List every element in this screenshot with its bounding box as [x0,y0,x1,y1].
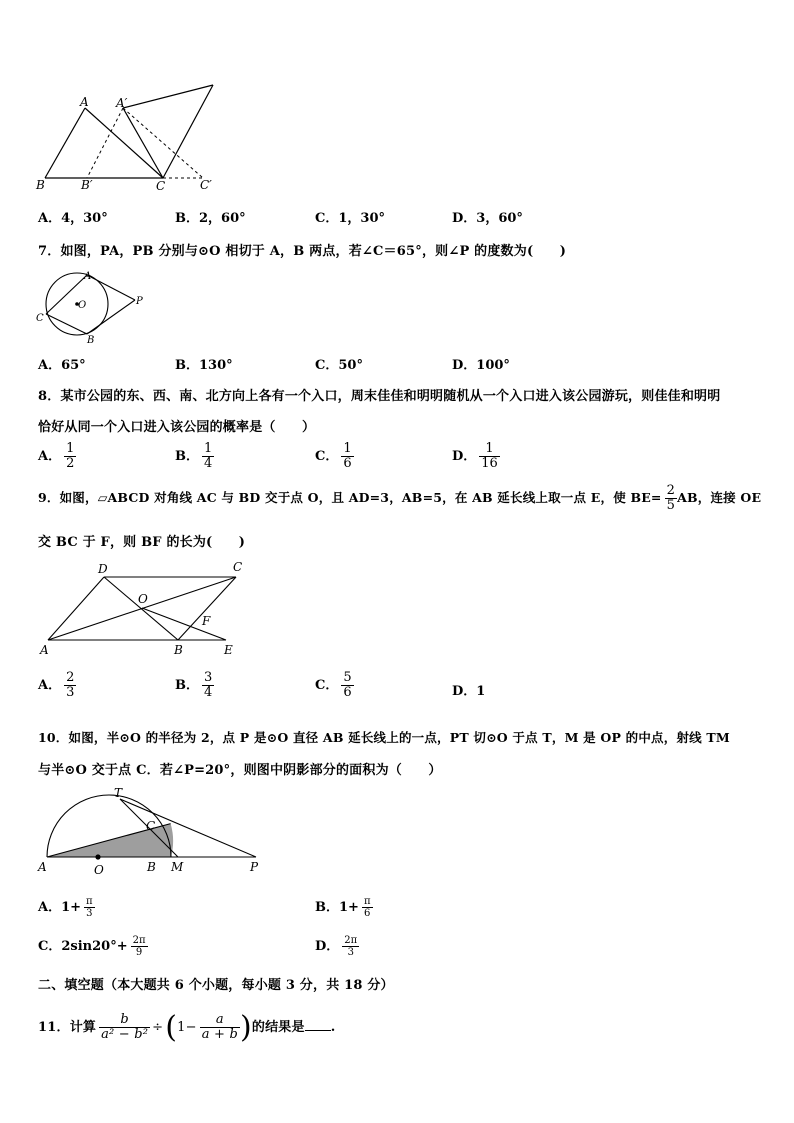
q9-stem-line2: 交 BC 于 F，则 BF 的长为( ) [38,535,246,550]
q10-stem-line2: 与半⊙O 交于点 C．若∠P=20°，则图中阴影部分的面积为（ ） [38,763,442,778]
q6-option-c: C．1，30° [315,211,385,226]
q7-option-b: B．130° [175,358,233,373]
label-B: B [147,860,156,874]
frac-num: b [99,1013,150,1028]
diag-BD [104,577,178,640]
q7-option-a: A．65° [38,358,86,373]
q9-stem-line1 [38,484,761,513]
label-C: C [233,560,243,574]
q6-figure [30,78,230,196]
label-C: C [146,819,156,833]
frac-den: a + b [201,1027,238,1042]
q7-figure [32,268,152,343]
q11-suffix: 的结果是 [251,1020,305,1035]
frac-den: 2 [66,456,75,471]
frac-den: 5 [666,498,676,513]
seg-A'-top [123,85,213,108]
label-B: B [87,335,95,343]
label-P: P [136,296,143,307]
frac-num: 2 [66,670,75,685]
frac-den: 3 [86,908,93,919]
label-A: A [38,860,47,874]
label-B: B [174,643,183,657]
option-prefix: B． [315,900,339,915]
option-prefix: C． [315,449,339,464]
label-M: M [171,860,184,874]
label-B: B [36,178,45,192]
section2-heading: 二、填空题（本大题共 6 个小题，每小题 3 分，共 18 分） [38,978,394,993]
option-value: 1 [476,684,486,699]
inner-lead: 1− [177,1020,197,1035]
option-prefix: B． [175,678,199,693]
option-lead: 1+ [61,900,82,915]
frac-num: 5 [343,670,352,685]
label-C: C [156,179,166,193]
frac-num: a [200,1013,240,1028]
q11-stem: 11．计算 $\frac{b}{\text{a² − b²}}$ ÷(1− $\frac{a}{a + b}$ )的结果是 . [38,1010,336,1045]
seg-OE [142,608,226,640]
frac-den: 6 [364,908,371,919]
frac-den: 3 [66,685,75,700]
q10-figure [34,786,274,878]
label-A-prime: A′ [116,96,128,110]
frac-num: 2 [666,483,676,498]
tangent-PA [87,275,135,300]
frac-num: 2π [132,935,146,946]
option-prefix: D． [452,449,477,464]
q9-option-a [38,671,76,700]
frac-den: 6 [343,456,352,471]
frac-den: 9 [135,947,143,958]
q9-stem-part1: 9．如图，▱ABCD 对角线 AC 与 BD 交于点 O，且 AD=3，AB=5，在 AB 延长线上取一点 E，使 BE= [38,490,662,505]
q10-stem-line1: 10．如图，半⊙O 的半径为 2，点 P 是⊙O 直径 AB 延长线上的一点，PT 切⊙O 于点 T，M 是 OP 的中点，射线 TM [38,730,730,745]
frac-num: 1 [343,441,352,456]
label-O: O [78,300,87,311]
q8-option-d [452,442,500,471]
label-B-prime: B′ [81,178,93,192]
frac-num: π [86,896,93,907]
q10-option-d [315,935,359,958]
q8-stem-line2: 恰好从同一个入口进入该公园的概率是（ ） [38,420,316,435]
q6-option-d: D．3，60° [452,211,523,226]
option-lead: 1+ [339,900,359,915]
q8-option-a [38,442,76,471]
q8-stem-line1: 8．某市公园的东、西、南、北方向上各有一个入口，周末佳佳和明明随机从一个入口进入该公园游玩，则佳佳和明明 [38,389,721,404]
divide-sign: ÷ [152,1020,164,1035]
q6-option-b: B．2，60° [175,211,246,226]
label-A: A [80,95,89,109]
option-prefix: D． [452,684,477,699]
option-prefix: D． [315,939,340,954]
label-E: E [224,643,233,657]
chord-CB [46,314,87,334]
seg-AC [85,108,163,178]
frac-num: 3 [204,670,213,685]
option-prefix: B． [175,449,199,464]
label-C: C [36,313,44,324]
frac-den: 3 [347,947,354,958]
option-lead: 2sin20°+ [61,939,128,954]
q11-end: . [330,1020,336,1035]
label-T: T [114,786,123,800]
label-O: O [138,592,148,606]
q7-stem: 7．如图，PA，PB 分别与⊙O 相切于 A，B 两点，若∠C＝65°，则∠P 的度数为( ) [38,244,567,259]
q9-option-b [175,671,214,700]
label-A: A [84,271,92,282]
frac-den: a² − b² [101,1027,149,1042]
frac-den: 16 [481,456,498,471]
label-C-prime: C′ [200,178,212,192]
label-P: P [250,860,259,874]
q7-option-d: D．100° [452,358,510,373]
label-F: F [202,614,211,628]
q7-option-c: C．50° [315,358,363,373]
q9-stem-part2: AB，连接 OE [677,490,762,505]
seg-BA [45,108,85,178]
q9-option-c [315,671,354,700]
q10-option-c [38,935,148,958]
seg-A'C [123,108,163,178]
option-prefix: C． [38,939,62,954]
answer-blank [305,1030,331,1031]
q11-prefix: 11．计算 [38,1020,97,1035]
seg-A'C'-dashed [123,108,203,178]
q10-option-a [38,896,95,919]
q10-option-b [315,896,373,919]
option-prefix: A． [38,678,62,693]
frac-num: 2π [344,935,358,946]
q8-option-b [175,442,214,471]
frac-num: 1 [66,441,75,456]
label-A: A [40,643,49,657]
seg-A'B'-dashed [87,108,123,178]
frac-num: π [363,896,371,907]
label-D: D [98,562,108,576]
q9-option-d [452,680,485,699]
option-prefix: C． [315,678,339,693]
q9-figure [34,558,254,658]
center-dot [95,854,100,859]
tangent-PB [87,300,135,334]
frac-den: 4 [204,456,213,471]
option-prefix: A． [38,449,62,464]
frac-num: 1 [479,442,500,457]
option-prefix: A． [38,900,62,915]
q8-option-c [315,442,354,471]
q6-option-a: A．4，30° [38,211,108,226]
frac-den: 4 [204,685,213,700]
frac-den: 6 [343,685,352,700]
label-O: O [94,863,104,877]
frac-num: 1 [204,441,213,456]
seg-top-C [163,85,213,178]
